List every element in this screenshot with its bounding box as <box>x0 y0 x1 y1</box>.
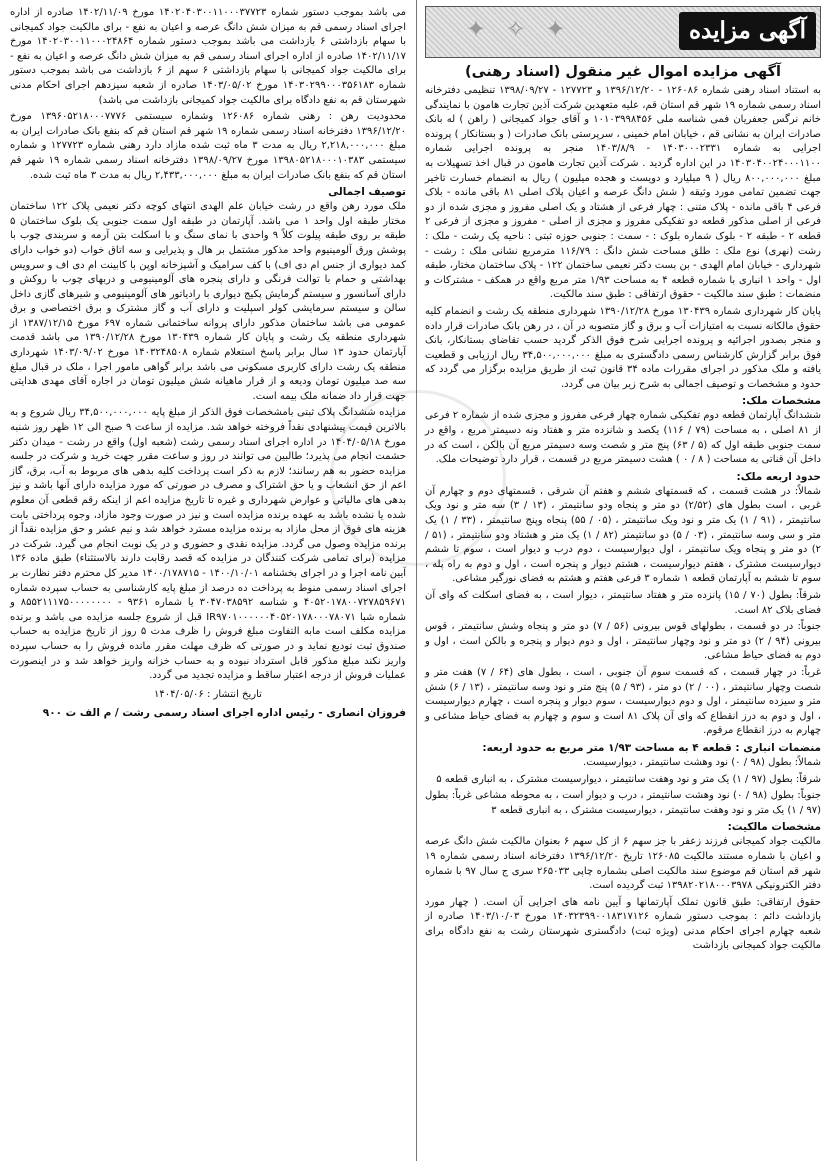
annex-north: شمالاً: بطول (۹۸ / ۰) نود وهشت سانتیمتر ، دیوارسیست. <box>583 756 821 768</box>
signature-line: فروزان انصاری - رئیس اداره اجرای اسناد رسمی رشت / م الف ت ۹۰۰ <box>42 706 406 719</box>
annex-heading: منضمات انباری : قطعه ۴ به مساحت ۱/۹۳ متر مربع به حدود اربعه: <box>482 741 821 754</box>
boundaries-heading: حدود اربعه ملک: <box>736 470 821 483</box>
annex-east: شرقاً: بطول (۹۷ / ۱) یک متر و نود وهفت سانتیمتر ، دیوارسیست مشترک ، به انباری قطعه ۵ <box>436 773 821 785</box>
page-title: آگهی مزایده اموال غیر منقول (اسناد رهنی) <box>465 64 781 80</box>
south-boundary: جنوباً: در دو قسمت ، بطولهای قوس بیرونی (۵۶ / ۷) دو متر و پنجاه وشش سانتیمتر ، قوس بیرونی (۹۴ / ۲) دو متر و نود وچهار سانتیمتر ، اول و دوم دیوار و پنجره و بالکن است ، اول و دوم به فضای حیاط مشاعی. <box>425 621 822 662</box>
annex-south-west: جنوباً: بطول (۹۸ / ۰) نود وهشت سانتیمتر ، درب و دیوار است ، به محوطه مشاعی غرباً: بطول (۹۷ / ۱) یک متر و نود وهفت سانتیمتر ، دیوارسیست مشترک ، به انباری قطعه ۳ <box>425 790 821 816</box>
banner-decoration-icon: ✦ ✧ ✦ <box>466 15 572 43</box>
right-column <box>416 0 831 1161</box>
auction-terms-paragraph: مزایده ششدانگ پلاک ثبتی بامشخصات فوق الذکر از مبلغ پایه ۳۴,۵۰۰,۰۰۰,۰۰۰ ریال شروع و به بالاترین قیمت پیشنهادی نقداً فروخته خواهد شد. مزایده از ساعت ۹ صبح الی ۱۲ ظهر روز شنبه مورخ ۱۴۰۴/۰۵/۱۸ در اداره اجرای اسناد رسمی رشت (شعبه اول) واقع در رشت - میدان دکتر حشمت انجام می پذیرد؛ طالبین می توانند در روز و ساعت مقرر جهت خرید و شرکت در جلسه مزایده حضور به هم رسانند؛ لازم به ذکر است پرداخت کلیه بدهی های مربوط به آب، برق، گاز اعم از حق انشعاب و یا حق اشتراک و مصرف در صورتی که مورد مزایده دارای آنها باشد و نیز بدهی های مالیاتی و عوارض شهرداری و غیره تا تاریخ مزایده اعم از اینکه رقم قطعی آن معلوم شده یا نشده باشد به عهده برنده مزایده است و نیز در صورت وجود مازاد، وجوه پرداختی بابت هزینه های فوق از محل مازاد به برنده مزایده مسترد خواهد شد و نیم عشر و حق مزایده نقداً از برنده مزایده وصول می گردد. مزایده نقدی و حضوری و در یک نوبت انجام می گیرد. شرکت در مزایده (برای تمامی شرکت کنندگان در مزایده که قصد رقابت دارند بالاستثناء) طبق ماده ۱۳۶ آیین نامه اجرا و در اجرای بخشنامه ۱۴۰۰/۱۰/۰۱ - ۱۴۰۰/۱۷۸۷۱۵ مدیر کل محترم دفتر نظارت بر اجرای اسناد رسمی منوط به پرداخت ده درصد از مبلغ پایه کارشناسی به حساب سپرده شماره ۴۰۵۲۰۱۷۸۰۰۷۲۷۸۵۹۶۷۱ و شناسه ۳۰۴۷۰۳۸۵۹۲ یا شماره ۹۳۶۱ - ۸۵۵۲۱۱۱۷۵۰۰۰۰۰۰۰۰ و شماره شبا IR۹۷۰۱۰۰۰۰۰۰۴۰۵۲۰۱۷۸۰۰۰۷۸۰۷۱ قبل از شروع جلسه مزایده می باشد و برنده مزایده مکلف است مابه التفاوت مبلغ فروش را ظرف مدت ۵ روز از تاریخ مزایده به حساب صندوق ثبت تودیع نماید و در صورتی که ظرف مهلت مقرر مانده فروش را به حساب سپرده واریز نکند مبلغ مذکور قابل استرداد نبوده و به حساب خزانه واریز خواهد شد و در اینصورت عملیات فروش از درجه اعتبار ساقط و مزایده تجدید می گردد. <box>10 407 407 682</box>
valuation-paragraph: پایان کار شهرداری شماره ۱۳۰۴۳۹ مورخ ۱۳۹۰/۱۲/۲۸ شهرداری منطقه یک رشت و انضمام کلیه حقوق مالکانه نسبت به امتیازات آب و برق و گاز متصوبه در آن ، در رهن بانک صادرات قرار داده و منجر بصدور اجرائیه و پرونده اجرایی شرح فوق الذکر گردید حسب تقاضای بستانکار، بانک فوق برابر گزارش کارشناس رسمی دادگستری به مبلغ ۳۴,۵۰۰,۰۰۰,۰۰۰ ریال ارزیابی و قطعیت یافته و ملک مذکور در اجرای مقررات ماده ۳۴ قانون ثبت از طریق مزایده برگزار می گردد که حدود و مشخصات و توصیف اجمالی به شرح زیر بیان می گردد. <box>425 305 821 390</box>
seizure-paragraph: می باشد بموجب دستور شماره ۱۴۰۲۰۴۰۳۰۰۱۱۰۰۰۳۷۷۲۳ مورخ ۱۴۰۲/۱۱/۰۹ صادره از اداره اجرای اسناد رسمی قم به میزان شش دانگ عرصه و اعیان به نفع - برای مالکیت جواد کمیجانی با سهام بازداشتی ۶ بازداشت می باشد بموجب دستور شماره ۱۴۰۲۰۳۰۰۱۱۰۰۰۲۴۸۶۴ مورخ ۱۴۰۲/۱۱/۱۷ صادره از اداره اجرای اسناد رسمی قم به میزان شش دانگ عرصه و اعیان به نفع - برای مالکیت جواد کمیجانی با سهام بازداشتی ۶ سهم از ۶ بازداشت می باشد بموجب دستور شماره ۱۴۰۳۰۲۹۹۰۰۰۳۵۶۱۸۳ مورخ ۱۴۰۳/۰۵/۰۲ صادره از شعبه سیزدهم اجرای احکام مدنی شهرستان قم به نفع دادگاه برای مالکیت جواد کمیجانی بازداشت می باشد) <box>10 7 406 106</box>
mortgage-paragraph: محدودیت رهن : رهنی شماره ۱۲۶۰۸۶ وشماره سیستمی ۱۳۹۶۰۵۲۱۸۰۰۰۷۷۷۶ مورخ ۱۳۹۶/۱۲/۲۰ دفترخانه اسناد رسمی شماره ۱۹ شهر قم استان قم که بنفع بانک صادرات ایران به مبلغ ۲,۲۱۸,۰۰۰,۰۰۰ ریال به مدت ۳ ماه ثبت شده مازاد دارد رهنی شماره ۱۲۷۷۲۳ و شماره سیستمی ۱۳۹۸۰۵۲۱۸۰۰۰۱۰۳۸۳ مورخ ۱۳۹۸/۰۹/۲۷ دفترخانه اسناد رسمی شماره ۱۹ شهر قم استان قم که بنفع بانک صادرات ایران به مبلغ ۲,۴۳۳,۰۰۰,۰۰۰ ریال به مدت ۳ ماه ثبت شده. <box>10 111 406 181</box>
west-boundary: غرباً: در چهار قسمت ، که قسمت سوم آن جنوبی ، است ، بطول های (۶۴ / ۷) هفت متر و شصت وچهار سانتیمتر ، (۰۰ / ۲) دو متر ، (۹۳ / ۵) پنج متر و نود وسه سانتیمتر ، (۱۳ / ۶) شش متر و سیزده سانتیمتر ، اول و دوم دیوارسیست ، سوم دیوار و پنجره است ، چهارم دیوارسیست ، اول و دوم به درز انقطاع که وای آن پلاک ۸۱ است و سوم و چهارم به فضای حیاط مشاعی و چهارم به درز انقطاع مرقوم. <box>425 666 822 737</box>
publication-date: تاریخ انتشار : ۱۴۰۴/۰۵/۰۶ <box>154 688 262 700</box>
description-paragraph: ملک مورد رهن واقع در رشت خیابان علم الهدی انتهای کوچه دکتر نعیمی پلاک ۱۲۲ ساختمان مختار طبقه اول واحد ۱ می باشد. آپارتمان در طبقه اول سمت جنوبی یک بلوک ساختمان ۵ طبقه بر روی طبقه پیلوت کلاً ۹ واحدی با نمای سنگ و با اسکلت بتن آرمه و سربندی چوب با پوشش ورق آلومینیوم واحد مذکور مشتمل بر هال و پذیرایی و سه اتاق خواب (دو خواب دارای کمد دیواری از جنس ام دی اف) با کف سرامیک و آشپزخانه اوپن با کابینت ام دی اف و سرویس بهداشتی و حمام با توالت فرنگی و دارای پنجره های آلومینیومی و دربهای چوب با روکش و دارای آسانسور و سیستم گرمایش پکیج دیواری با رادیاتور های آلومینیومی و شیرهای گازی داخل سالن و سیستم سرمایشی کولر اسپلیت و دارای آب و گاز مشترک و برق اختصاصی و برق عمومی می باشد ساختمان مذکور دارای پروانه ساختمانی شماره ۶۹۷ مورخ ۱۳۸۷/۱۲/۱۵ از شهرداری منطقه یک رشت و پایان کار شماره ۱۳۰۴۳۹ مورخ ۱۳۹۰/۱۲/۲۸ می باشد قدمت آپارتمان حدود ۱۳ سال برابر پاسخ استعلام شماره ۱۴۰۳۲۴۸۵۰۸ مورخ ۱۴۰۳/۰۹/۰۲ شهرداری منطقه یک رشت دارای کاربری مسکونی می باشد برابر گواهی مامور اجرا ، ملک در قبال مبلغ سه صد میلیون تومان ودیعه و از قرار ماهیانه شش میلیون تومان در اجاره آقای مهدی هدایتی جهت قرار داد ضمانه ملک بیمه است. <box>10 201 407 402</box>
banner <box>425 6 821 58</box>
ownership-paragraph: مالکیت جواد کمیجانی فرزند زعفر با جز سهم ۶ از کل سهم ۶ بعنوان مالکیت شش دانگ عرصه و اعیان با شماره مستند مالکیت ۱۲۶۰۸۵ تاریخ ۱۳۹۶/۱۲/۲۰ دفترخانه اسناد رسمی شماره ۱۹ شهر قم استان قم موضوع سند مالکیت اصلی بشماره چاپی ۲۶۵۰۳۳ سری ج سال ۹۷ با شماره دفتر الکترونیکی ۱۳۹۸۲۰۲۱۸۰۰۰۳۹۷۸ ثبت گردیده است. <box>425 836 822 892</box>
watermark-seal-icon <box>330 390 506 566</box>
north-boundary: شمالاً: در هشت قسمت ، که قسمتهای ششم و هفتم آن شرقی ، قسمتهای دوم و چهارم آن غربی ، است بطول های (۲/۵۲) دو متر و پنجاه ودو سانتیمتر ، (۱۳ / ۳) سه متر و نود ویک سانتیمتر ، (۹۱ / ۱) یک متر و نود ویک سانتیمتر ، (۰۵ / ۵۵) پنجاه وپنج سانتیمتر ، (۳۳ / ۱) یک متر و سی وسه سانتیمتر ، (۰۳ / ۵) دو سانتیمتر (۸۲ / ۱) یک متر و هشتاد ودو سانتیمتر ، (۵۱ / ۲) دو متر و پنجاه ویک سانتیمتر ، اول دیوارسیست ، دوم درب و دیوار است ، سوم تا ششم دیوارسیست مشترک ، هفتم دیوارسیست ، هشتم دیوار و پنجره است ، اول و دوم به راه پله ، سوم تا ششم به آپارتمان قطعه ۱ شماره ۳ فرعی هفتم و هشتم به فضای نورگیر مشاعی. <box>425 485 822 585</box>
east-boundary: شرقاً: بطول (۷۰ / ۱۵) پانزده متر و هفتاد سانتیمتر ، دیوار است ، به فضای اسکلت که وای آن فضای بلاک ۸۲ است. <box>425 590 821 616</box>
specs-heading: مشخصات ملک: <box>742 395 821 408</box>
intro-paragraph: به استناد اسناد رهنی شماره ۱۲۶۰۸۶ - ۱۳۹۶/۱۲/۲۰ و ۱۲۷۷۲۳ - ۱۳۹۸/۰۹/۲۷ تنظیمی دفترخانه اسناد رسمی شماره ۱۹ شهر قم استان قم، علیه متعهدین شرکت آذین تجارت هامون با نمایندگی خانم نرگس جعفریان فمی شناسه ملی ۱۰۱۰۳۹۹۸۴۵۶ و آقای جواد کمیجانی ( راهن ) له بانک صادرات ایران به نشانی قم ، خیابان امام خمینی ، سرپرستی بانک صادرات ( و بستانکار ) پرونده اجرایی به شماره ۱۴۰۳۰۰۰۲۳۳۱ - ۱۴۰۳/۸/۹ منجر به پرونده اجرایی شماره ۱۴۰۳۰۴۰۰۲۴۰۰۰۱۱۰۰ در این اداره گردید . شرکت آذین تجارت هامون در قبال اخذ تسهیلات به مبلغ ۸۰۰,۰۰۰,۰۰۰ ریال ( ۹ میلیارد و دویست و هجده میلیون ) ریال به انضمام خسارت تاخیر جهت تضمین تمامی مورد وثیقه ( شش دانگ عرصه و اعیان پلاک اصلی ۸۱ باقی مانده - بلاک فرعی ۴ باقی مانده - پلاک متنی : چهار فرعی از هشتاد و یک اصلی مفروز و مجزی شده از دو فرعی از اصلی مذکور قطعه دو تفکیکی مفروز و مجزی از اصلی - مفروز و مجزی از فرعی ۲ قطعه ۲ - طبقه ۲ - بلوک شماره بلوک : - سمت : جنوبی حوزه ثبتی : ناحیه یک رشت - ملک : رشت (نهری) نوع ملک : طلق مساحت شش دانگ : ۱۱۶/۷۹ مترمربع نشانی ملک : رشت - شهرداری - خیابان امام الهدی - بن بست دکتر نعیمی ساختمان ۱۲۲ - پلاک ساختمان مختار، طبقه اول - واحد ۱ انباری با شماره قطعه ۴ به مساحت ۱/۹۳ متر مربع واقع در همکف - مشترکات و منضمات : طبق سند مالکیت - حقوق ارتفاقی : طبق سند مالکیت. <box>425 85 822 301</box>
banner-label: آگهی مزایده <box>679 12 816 50</box>
easement-paragraph: حقوق ارتفاقی: طبق قانون تملک آپارتمانها و آیین نامه های اجرایی آن است. ( چهار مورد بازداشت دائم : بموجب دستور شماره ۱۴۰۳۲۳۹۹۰۰۱۸۳۱۷۱۲۶ مورخ ۱۴۰۳/۱۰/۰۳ صادره از شعبه چهارم اجرای احکام مدنی (ویژه ثبت) دادگستری شهرستان رشت به نفع دادگاه برای مالکیت جواد کمیجانی بازداشت <box>425 896 822 952</box>
description-heading: توصیف اجمالی <box>328 186 406 199</box>
specs-paragraph: ششدانگ آپارتمان قطعه دوم تفکیکی شماره چهار فرعی مفروز و مجزی شده از شماره ۲ فرعی از ۸۱ اصلی ، به مساحت (۷۹ / ۱۱۶) یکصد و شانزده متر و هفتاد ونه دسیمتر مربع ، واقع در سمت جنوبی طبقه اول که (۵ / ۶۳) پنج متر و شصت وسه دسیمتر مربع آن بالکن ، است که در داخل آن قناتی به مساحت ( ۸ / ۰ ) هشت دسیمتر مربع در قسمت ، قرار دارد توضیحات ملک. <box>425 410 821 466</box>
ownership-heading: مشخصات مالکیت: <box>727 821 821 834</box>
